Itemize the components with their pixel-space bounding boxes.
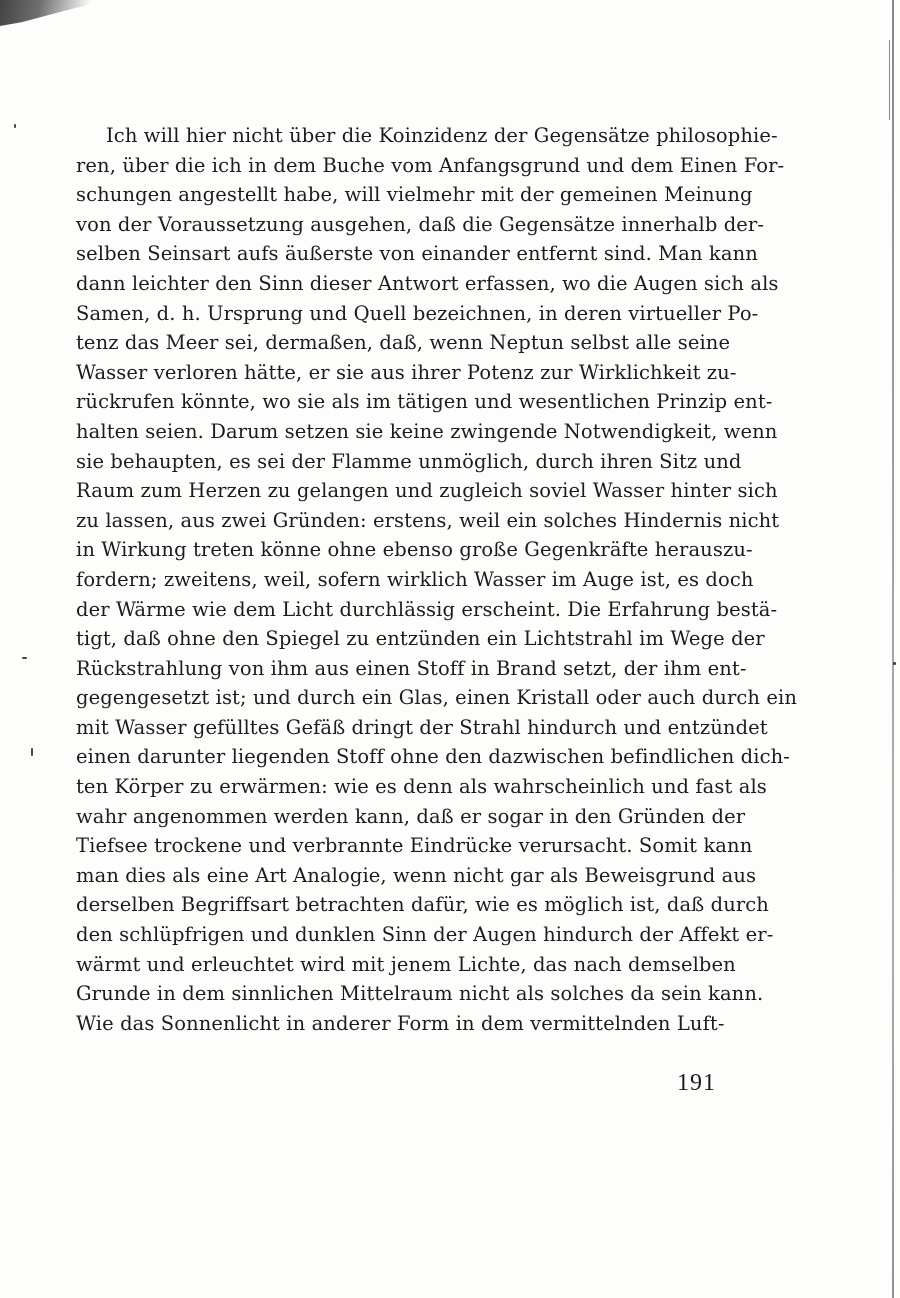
- text-line: Wie das Sonnenlicht in anderer Form in dem vermittelnden Luft-: [76, 1011, 725, 1035]
- text-line: rückrufen könnte, wo sie als im tätigen und wesentlichen Prinzip ent-: [76, 390, 773, 414]
- text-line: fordern; zweitens, weil, sofern wirklich Wasser im Auge ist, es doch: [76, 567, 754, 591]
- text-line: ten Körper zu erwärmen: wie es denn als wahrscheinlich und fast als: [76, 775, 767, 799]
- scan-speck: [893, 662, 896, 665]
- text-line: schungen angestellt habe, will vielmehr mit der gemeinen Meinung: [76, 183, 753, 207]
- text-line: Raum zum Herzen zu gelangen und zugleich soviel Wasser hinter sich: [76, 479, 778, 503]
- text-line: Wasser verloren hätte, er sie aus ihrer Potenz zur Wirklichkeit zu-: [76, 360, 737, 384]
- text-line: derselben Begriffsart betrachten dafür, wie es möglich ist, daß durch: [76, 893, 769, 917]
- scan-edge-mark: [889, 40, 890, 120]
- text-line: wahr angenommen werden kann, daß er sogar in den Gründen der: [76, 804, 746, 828]
- text-line: Ich will hier nicht über die Koinzidenz der Gegensätze philosophie-: [106, 124, 778, 147]
- text-line: sie behaupten, es sei der Flamme unmöglich, durch ihren Sitz und: [76, 449, 742, 473]
- scan-speck: [31, 748, 33, 756]
- text-line: der Wärme wie dem Licht durchlässig erscheint. Die Erfahrung bestä-: [76, 597, 778, 621]
- text-line: zu lassen, aus zwei Gründen: erstens, weil ein solches Hindernis nicht: [76, 508, 780, 532]
- text-line: tenz das Meer sei, dermaßen, daß, wenn Neptun selbst alle seine: [76, 331, 731, 355]
- text-line: halten seien. Darum setzen sie keine zwingende Notwendigkeit, wenn: [76, 419, 778, 443]
- scan-speck: [22, 657, 27, 659]
- text-line: Rückstrahlung von ihm aus einen Stoff in Brand setzt, der ihm ent-: [76, 656, 747, 680]
- page-number: 191: [677, 1070, 716, 1096]
- scan-edge-line: [892, 0, 894, 1298]
- text-line: gegengesetzt ist; und durch ein Glas, einen Kristall oder auch durch ein: [76, 686, 798, 710]
- body-text: [76, 121, 798, 1038]
- text-line: Samen, d. h. Ursprung und Quell bezeichnen, in deren virtueller Po-: [76, 301, 759, 325]
- text-line: Grunde in dem sinnlichen Mittelraum nicht als solches da sein kann.: [76, 982, 764, 1006]
- text-line: selben Seinsart aufs äußerste von einander entfernt sind. Man kann: [76, 242, 758, 266]
- scan-speck: [14, 124, 16, 128]
- text-line: von der Voraussetzung ausgehen, daß die Gegensätze innerhalb der-: [76, 212, 765, 236]
- text-line: mit Wasser gefülltes Gefäß dringt der Strahl hindurch und entzündet: [76, 715, 768, 739]
- text-line: ren, über die ich in dem Buche vom Anfangsgrund und dem Einen For-: [76, 153, 785, 177]
- text-line: den schlüpfrigen und dunklen Sinn der Augen hindurch der Affekt er-: [76, 923, 774, 947]
- text-line: man dies als eine Art Analogie, wenn nicht gar als Beweisgrund aus: [76, 863, 757, 887]
- text-line: in Wirkung treten könne ohne ebenso große Gegenkräfte herauszu-: [76, 538, 753, 562]
- scan-edge-shadow: [0, 0, 110, 26]
- text-line: wärmt und erleuchtet wird mit jenem Lichte, das nach demselben: [76, 952, 736, 976]
- text-line: dann leichter den Sinn dieser Antwort erfassen, wo die Augen sich als: [76, 271, 779, 295]
- text-line: tigt, daß ohne den Spiegel zu entzünden ein Lichtstrahl im Wege der: [76, 627, 765, 651]
- text-line: Tiefsee trockene und verbrannte Eindrücke verursacht. Somit kann: [76, 834, 753, 858]
- text-line: einen darunter liegenden Stoff ohne den dazwischen befindlichen dich-: [76, 745, 790, 769]
